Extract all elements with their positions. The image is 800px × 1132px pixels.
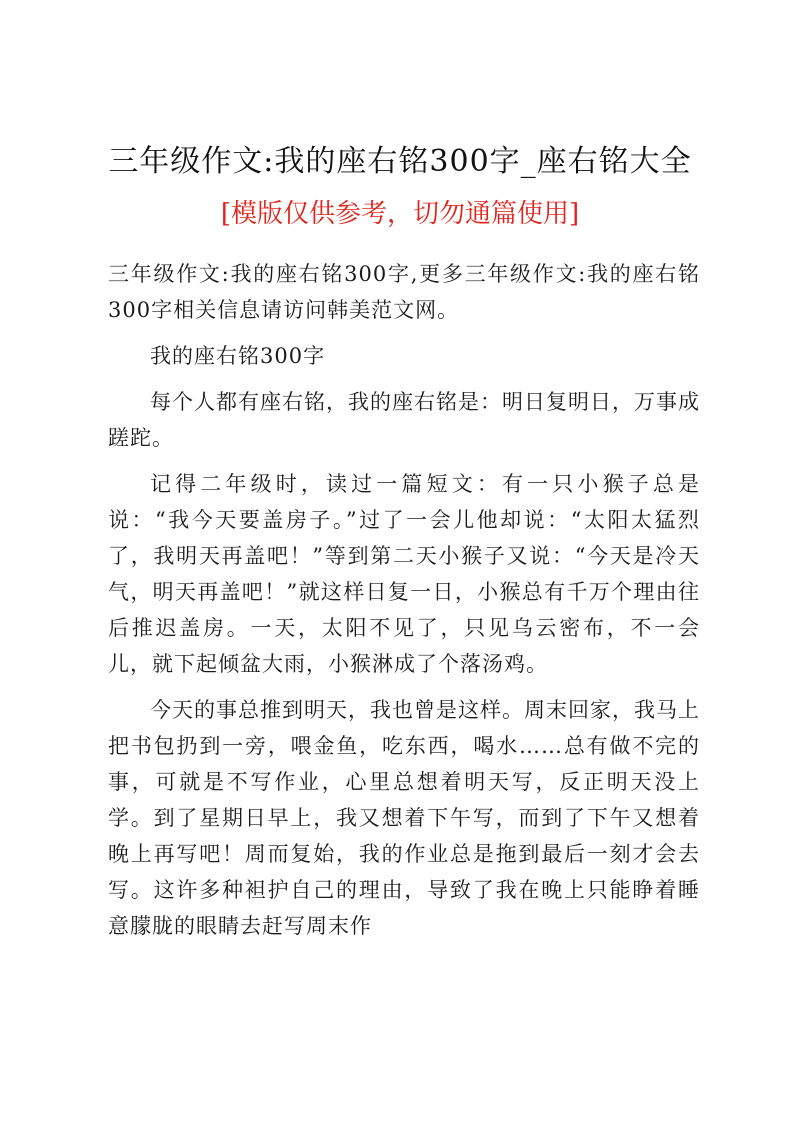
essay-paragraph-procrastination: 今天的事总推到明天，我也曾是这样。周末回家，我马上把书包扔到一旁，喂金鱼，吃东西，喝水……总有做不完的事，可就是不写作业，心里总想着明天写，反正明天没上学。到了星期日早上，我又想着下午写，而到了下午又想着晚上再写吧！周而复始，我的作业总是拖到最后一刻才会去写。这许多种袒护自己的理由，导致了我在晚上只能睁着睡意朦胧的眼睛去赶写周末作: [108, 698, 700, 938]
intro-paragraph: 三年级作文:我的座右铭300字,更多三年级作文:我的座右铭300字相关信息请访问韩美范文网。: [108, 262, 700, 322]
essay-paragraph-monkey-story: 记得二年级时，读过一篇短文：有一只小猴子总是说：“我今天要盖房子。”过了一会儿他却说：“太阳太猛烈了，我明天再盖吧！”等到第二天小猴子又说：“今天是冷天气，明天再盖吧！”就这样日复一日，小猴总有千万个理由往后推迟盖房。一天，太阳不见了，只见乌云密布，不一会儿，就下起倾盆大雨，小猴淋成了个落汤鸡。: [108, 472, 700, 676]
essay-paragraph-motto: 每个人都有座右铭，我的座右铭是：明日复明日，万事成蹉跎。: [108, 390, 700, 450]
essay-heading: 我的座右铭300字: [150, 344, 326, 368]
template-notice: [模版仅供参考，切勿通篇使用]: [220, 199, 580, 229]
document-title: 三年级作文:我的座右铭300字_座右铭大全: [108, 144, 692, 179]
document-body: [108, 256, 700, 954]
